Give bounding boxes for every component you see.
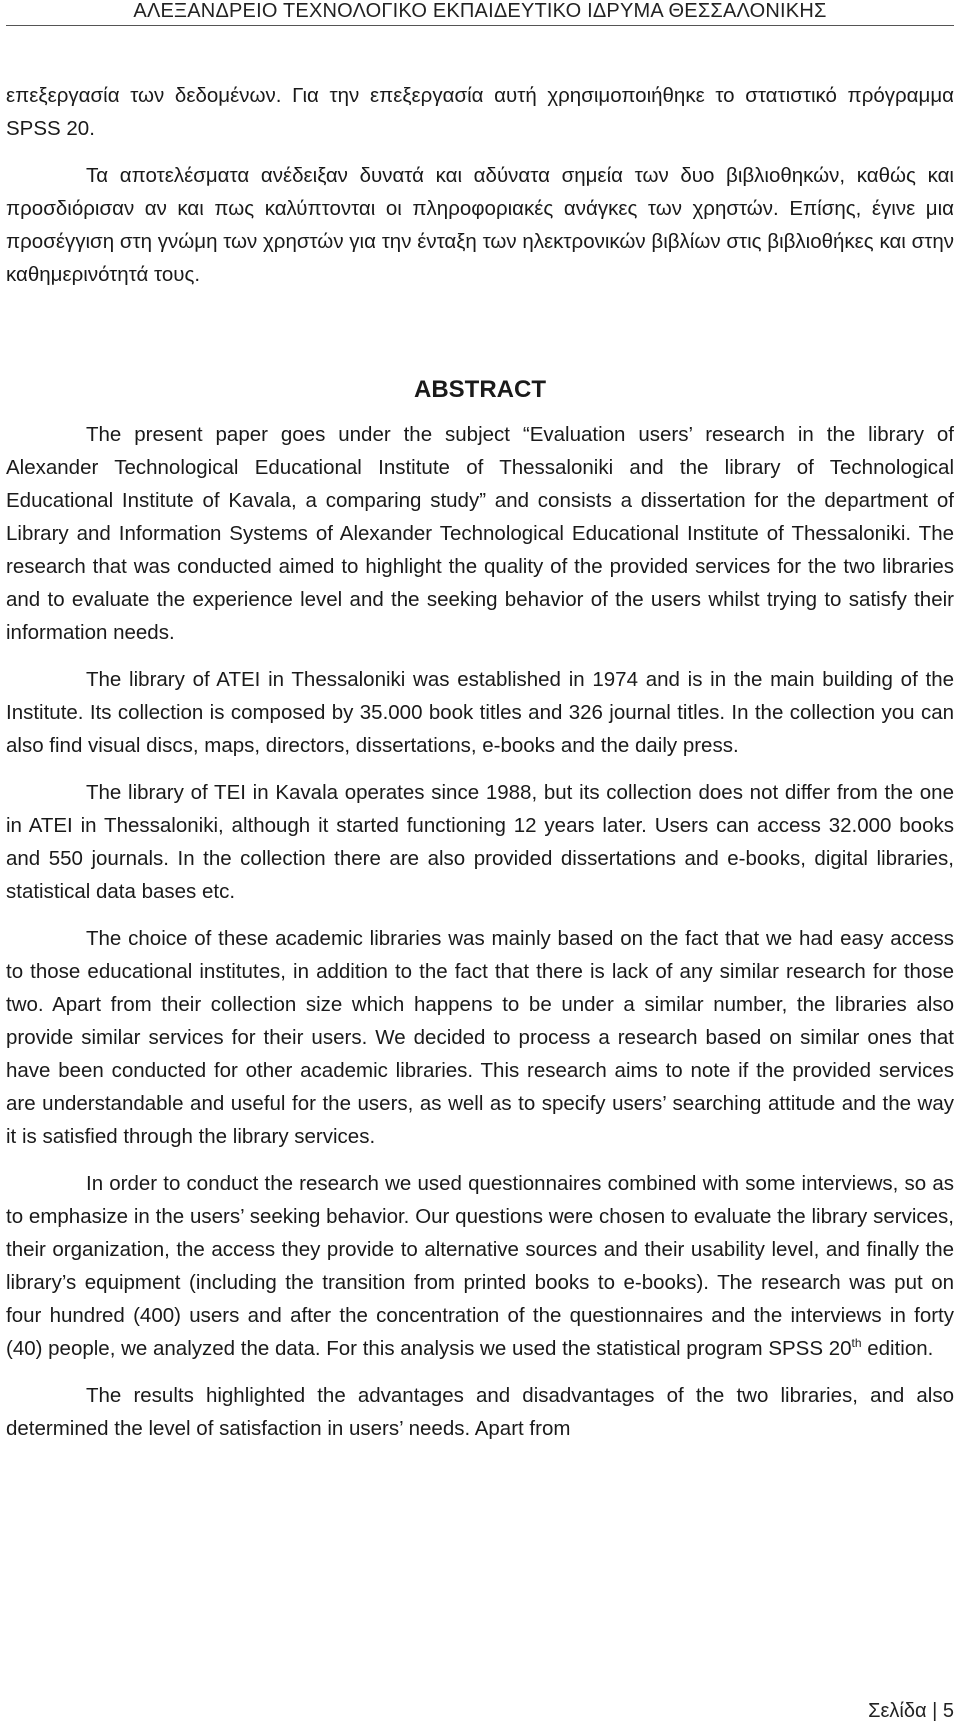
abstract-paragraph-choice: The choice of these academic libraries was mainly based on the fact that we had easy access to those educational institutes, in addition to the fact that there is lack of any similar research for those two. Apart from their collection size which happens to be under a similar number, the libraries also provide similar services for their users. We decided to process a research based on similar ones that have been conducted for other academic libraries. This research aims to note if the provided services are understandable and useful for the users, as well as to specify users’ searching attitude and the way it is satisfied through the library services. (6, 927, 954, 1148)
abstract-paragraph-kavala-library: The library of TEI in Kavala operates since 1988, but its collection does not differ from the one in ATEI in Thessaloniki, although it started functioning 12 years later. Users can access 32.000 books and 550 journals. In the collection there are also provided dissertations and e-books, digital libraries, statistical data bases etc. (6, 781, 954, 903)
greek-paragraph-results: Τα αποτελέσματα ανέδειξαν δυνατά και αδύνατα σημεία των δυο βιβλιοθηκών, καθώς και προσδιόρισαν αν και πως καλύπτονται οι πληροφοριακές ανάγκες των χρηστών. Επίσης, έγινε μια προσέγγιση στη γνώμη των χρηστών για την ένταξη των ηλεκτρονικών βιβλίων στις βιβλιοθήκες και στην καθημερινότητά τους. (6, 164, 954, 286)
method-text: In order to conduct the research we used questionnaires combined with some interviews, so as to emphasize in the users’ seeking behavior. Our questions were chosen to evaluate the library services, their organization, the access they provide to alternative sources and their usability level, and finally the library’s equipment (including the transition from printed books to e-books). The research was put on four hundred (400) users and after the concentration of the questionnaires and the interviews in forty (40) people, we analyzed the data. For this analysis we used the statistical program SPSS 20 (6, 1172, 954, 1360)
page-footer (868, 1698, 954, 1724)
greek-paragraph-continued: επεξεργασία των δεδομένων. Για την επεξεργασία αυτή χρησιμοποιήθηκε το στατιστικό πρόγραμμα SPSS 20. (6, 84, 954, 140)
superscript-th: th (851, 1336, 862, 1350)
page-body (6, 79, 954, 1445)
page-label: Σελίδα (868, 1700, 927, 1722)
method-text-end: edition. (861, 1337, 934, 1360)
page-separator: | (932, 1700, 938, 1722)
abstract-paragraph-atei-library: The library of ATEI in Thessaloniki was established in 1974 and is in the main building of the Institute. Its collection is composed by 35.000 book titles and 326 journal titles. In the collection you can also find visual discs, maps, directors, dissertations, e-books and the daily press. (6, 668, 954, 757)
page-number: 5 (942, 1700, 954, 1722)
abstract-paragraph-subject: The present paper goes under the subject “Evaluation users’ research in the library of Alexander Technological Educational Institute of Thessaloniki and the library of Technological Educational Institute of Kavala, a comparing study” and consists a dissertation for the department of Library and Information Systems of Alexander Technological Educational Institute of Thessaloniki. The research that was conducted aimed to highlight the quality of the provided services for the two libraries and to evaluate the experience level and the seeking behavior of the users whilst trying to satisfy their information needs. (6, 423, 954, 644)
abstract-paragraph-results: The results highlighted the advantages and disadvantages of the two libraries, and also determined the level of satisfaction in users’ needs. Apart from (6, 1384, 954, 1440)
abstract-paragraph-method (6, 1167, 954, 1365)
header-divider (6, 25, 954, 26)
running-header: ΑΛΕΞΑΝΔΡΕΙΟ ΤΕΧΝΟΛΟΓΙΚΟ ΕΚΠΑΙΔΕΥΤΙΚΟ ΙΔΡΥΜΑ ΘΕΣΣΑΛΟΝΙΚΗΣ (133, 0, 827, 22)
abstract-heading: ABSTRACT (414, 376, 546, 403)
